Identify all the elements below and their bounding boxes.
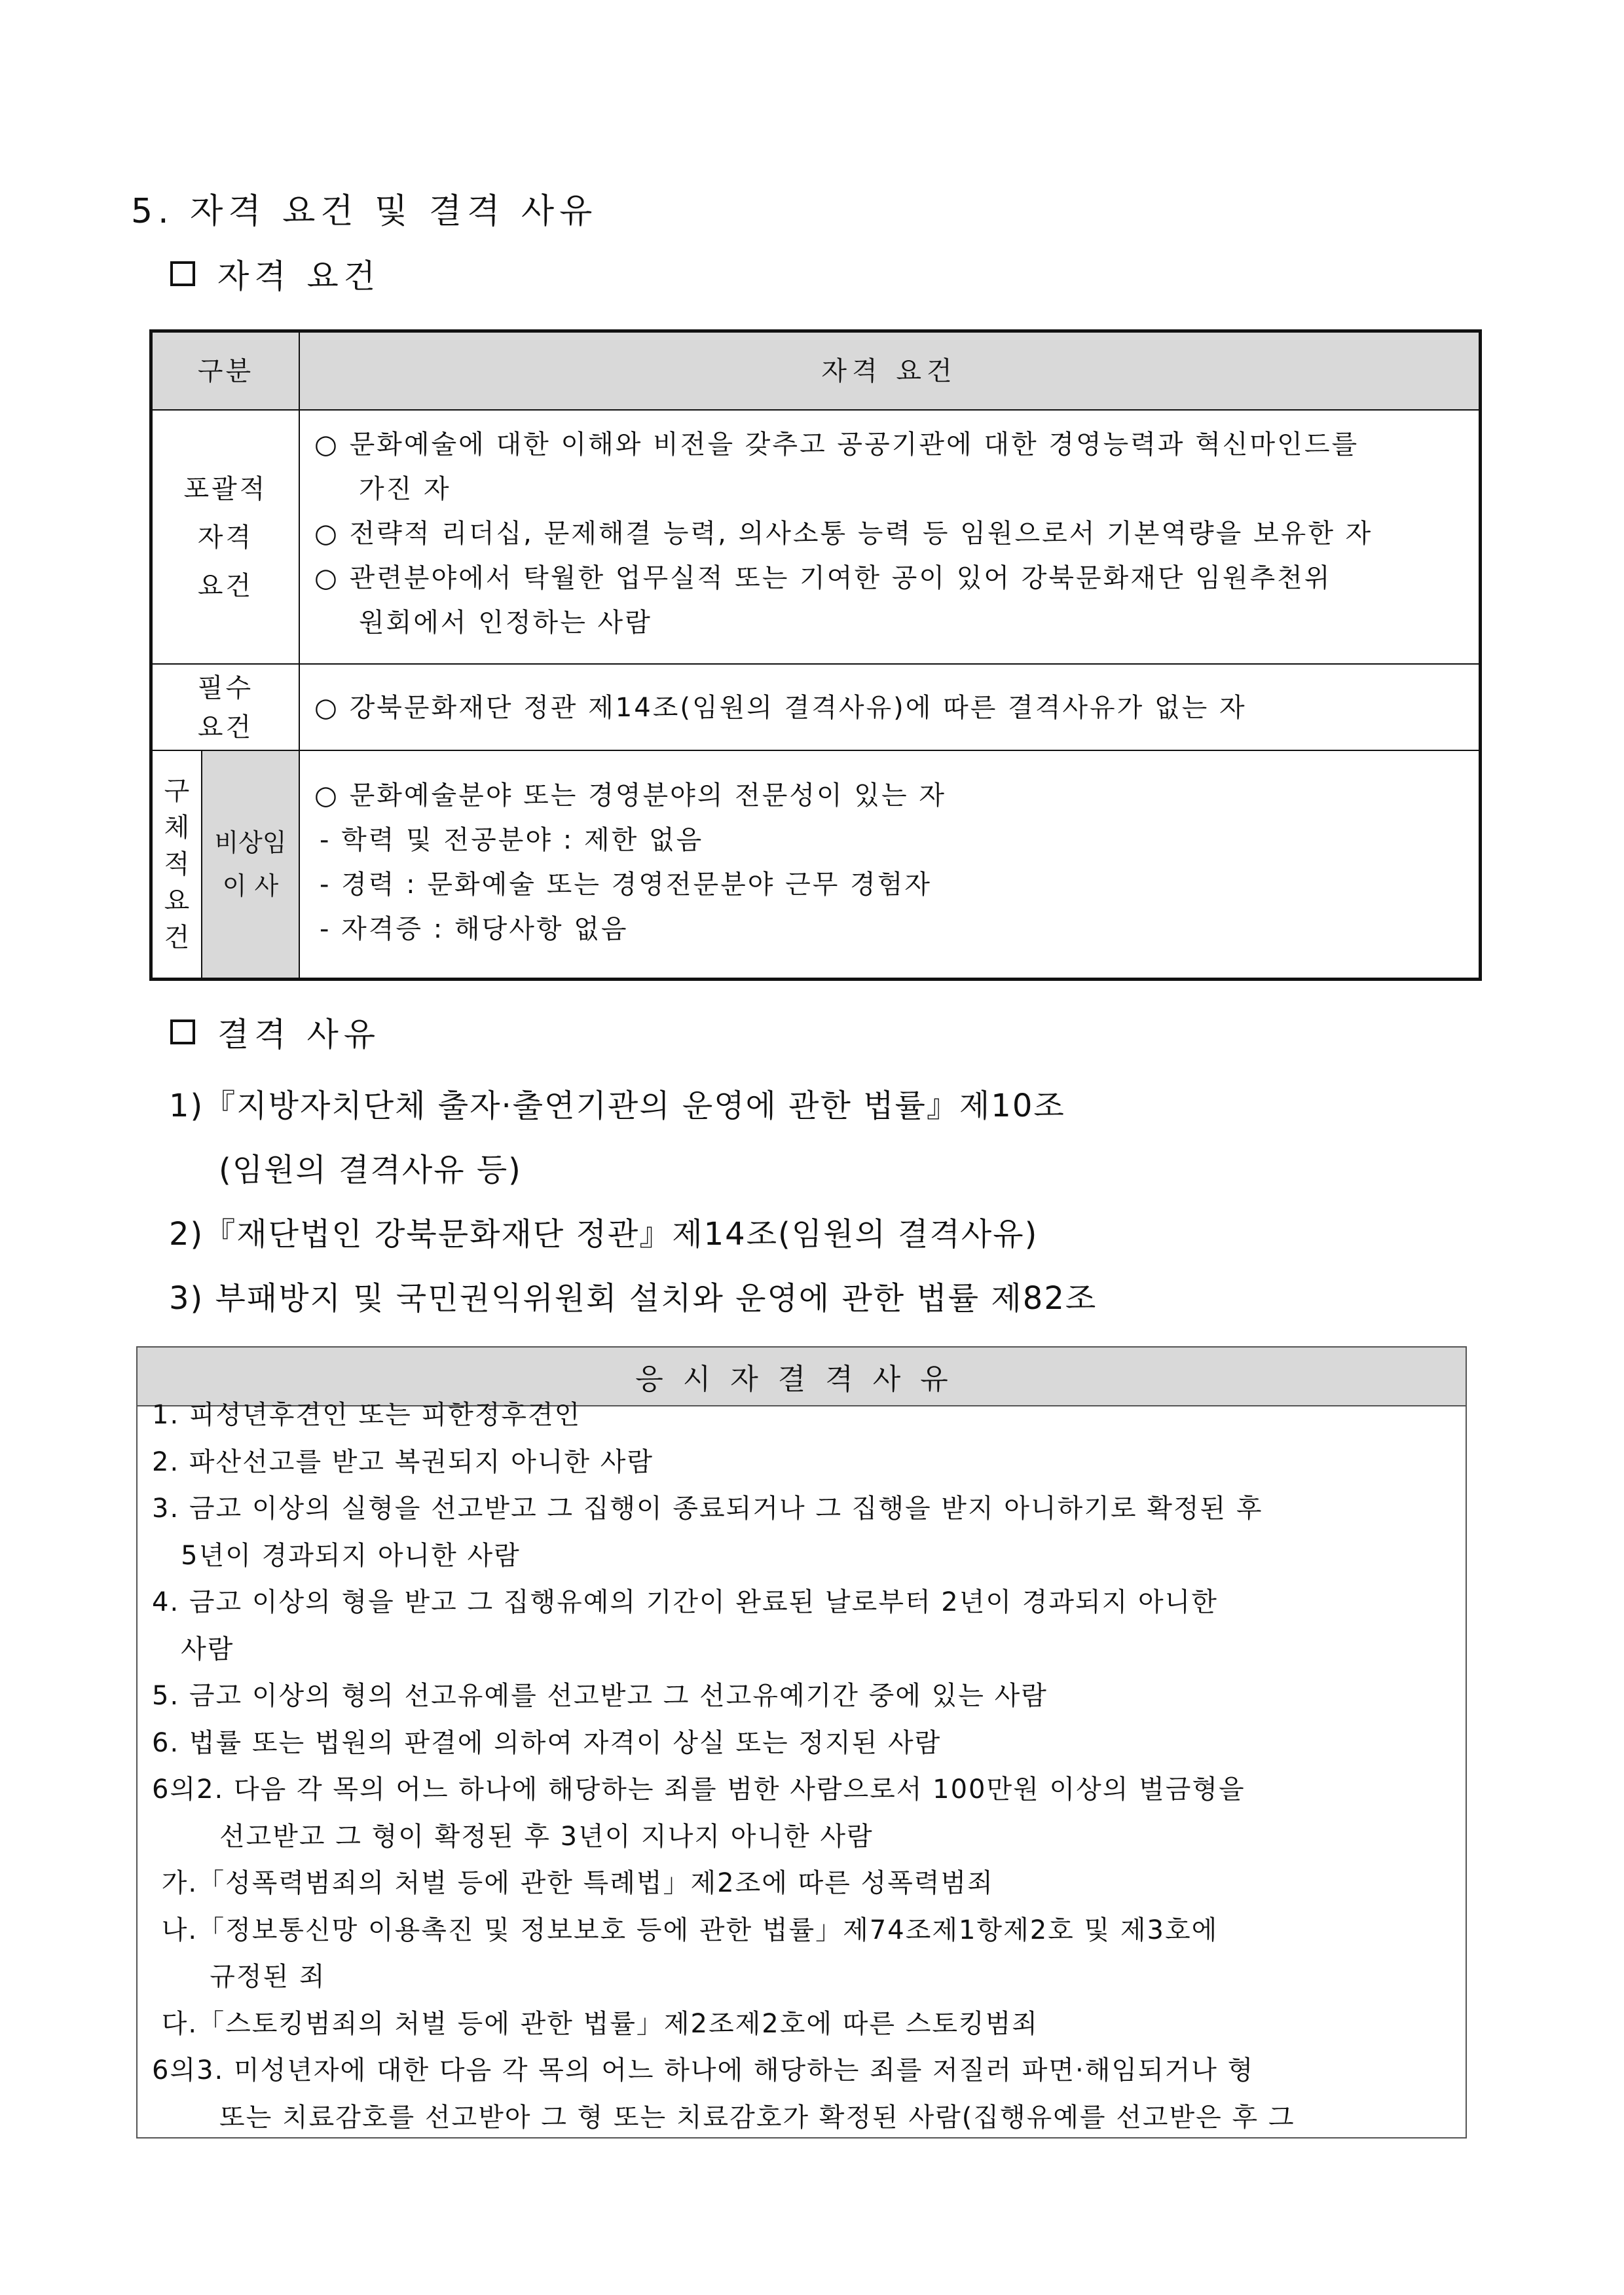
qualification-table bbox=[149, 329, 1482, 981]
comprehensive-row bbox=[153, 409, 1479, 665]
list-item: 규정된 죄 bbox=[152, 1962, 326, 1992]
header-category: 구분 bbox=[153, 333, 300, 409]
applicant-table-title: 응시자결격사유 bbox=[138, 1348, 1466, 1406]
disqualification-item-1: 1)『지방자치단체 출자·출연기관의 운영에 관한 법률』제10조 bbox=[169, 1088, 1065, 1124]
disqualification-heading bbox=[170, 1008, 380, 1056]
qualification-heading bbox=[170, 250, 380, 297]
list-item: 2. 파산선고를 받고 복권되지 아니한 사람 bbox=[152, 1446, 654, 1477]
list-item: 1. 피성년후견인 또는 피한정후견인 bbox=[152, 1400, 581, 1430]
header-requirements: 자격 요건 bbox=[300, 333, 1479, 409]
section-title: 5. 자격 요건 및 결격 사유 bbox=[131, 192, 598, 231]
list-item: 또는 치료감호를 선고받아 그 형 또는 치료감호가 확정된 사람(집행유예를 선고받은 후 그 bbox=[152, 2102, 1295, 2133]
comprehensive-content: ○ 문화예술에 대한 이해와 비전을 갖추고 공공기관에 대한 경영능력과 혁신마인드를 가진 자 ○ 전략적 리더십, 문제해결 능력, 의사소통 능력 등 임원으로서 기본역량을 보유한 자 ○ 관련분야에서 탁월한 업무실적 또는 기여한 공이 있어 강북문화재단 임원추천위 원회에서 인정하는 사람 bbox=[314, 430, 1373, 638]
list-item: 4. 금고 이상의 형을 받고 그 집행유예의 기간이 완료된 날로부터 2년이 경과되지 아니한 bbox=[152, 1587, 1218, 1617]
list-item: 가.「성폭력범죄의 처벌 등에 관한 특례법」제2조에 따른 성폭력범죄 bbox=[152, 1868, 994, 1898]
mandatory-row bbox=[153, 663, 1479, 751]
list-item: 선고받고 그 형이 확정된 후 3년이 지나지 아니한 사람 bbox=[152, 1821, 874, 1852]
mandatory-label: 필수 요건 bbox=[153, 665, 300, 751]
list-item: 다.「스토킹범죄의 처벌 등에 관한 법률」제2조제2호에 따른 스토킹범죄 bbox=[152, 2008, 1039, 2039]
disqualification-heading-text: 결격 사유 bbox=[217, 1016, 381, 1054]
specific-row bbox=[153, 750, 1479, 978]
disqualification-item-3: 3) 부패방지 및 국민권익위원회 설치와 운영에 관한 법률 제82조 bbox=[169, 1280, 1098, 1317]
list-item: 6의3. 미성년자에 대한 다음 각 목의 어느 하나에 해당하는 죄를 저질러 파면·해임되거나 형 bbox=[152, 2055, 1255, 2085]
applicant-table-list bbox=[138, 1392, 1466, 2139]
list-item: 3. 금고 이상의 실형을 선고받고 그 집행이 종료되거나 그 집행을 받지 아니하기로 확정된 후 bbox=[152, 1494, 1263, 1524]
comprehensive-label: 포괄적 자격 요건 bbox=[153, 411, 300, 665]
applicant-disqualification-table bbox=[136, 1346, 1467, 2139]
mandatory-content: ○ 강북문화재단 정관 제14조(임원의 결격사유)에 따른 결격사유가 없는 자 bbox=[314, 693, 1247, 723]
list-item: 6의2. 다음 각 목의 어느 하나에 해당하는 죄를 범한 사람으로서 100만원 이상의 벌금형을 bbox=[152, 1774, 1246, 1805]
list-item: 나.「정보통신망 이용촉진 및 정보보호 등에 관한 법률」제74조제1항제2호 및 제3호에 bbox=[152, 1915, 1219, 1945]
list-item: 5. 금고 이상의 형의 선고유예를 선고받고 그 선고유예기간 중에 있는 사람 bbox=[152, 1681, 1048, 1711]
disqualification-item-1-cont: (임원의 결격사유 등) bbox=[219, 1152, 522, 1188]
list-item: 5년이 경과되지 아니한 사람 bbox=[152, 1540, 521, 1571]
checkbox-icon bbox=[170, 261, 195, 286]
disqualification-item-2: 2)『재단법인 강북문화재단 정관』제14조(임원의 결격사유) bbox=[169, 1216, 1039, 1253]
specific-label: 구 체 적 요 건 bbox=[153, 751, 202, 978]
table-header-row bbox=[153, 333, 1479, 409]
list-item: 6. 법률 또는 법원의 판결에 의하여 자격이 상실 또는 정지된 사람 bbox=[152, 1727, 942, 1758]
specific-sublabel: 비상임 이 사 bbox=[202, 751, 300, 978]
specific-content: ○ 문화예술분야 또는 경영분야의 전문성이 있는 자 - 학력 및 전공분야 : 제한 없음 - 경력 : 문화예술 또는 경영전문분야 근무 경험자 - 자격증 : 해당사항 없음 bbox=[314, 780, 946, 944]
qualification-heading-text: 자격 요건 bbox=[217, 257, 381, 295]
checkbox-icon bbox=[170, 1019, 195, 1044]
list-item: 사람 bbox=[152, 1634, 234, 1664]
